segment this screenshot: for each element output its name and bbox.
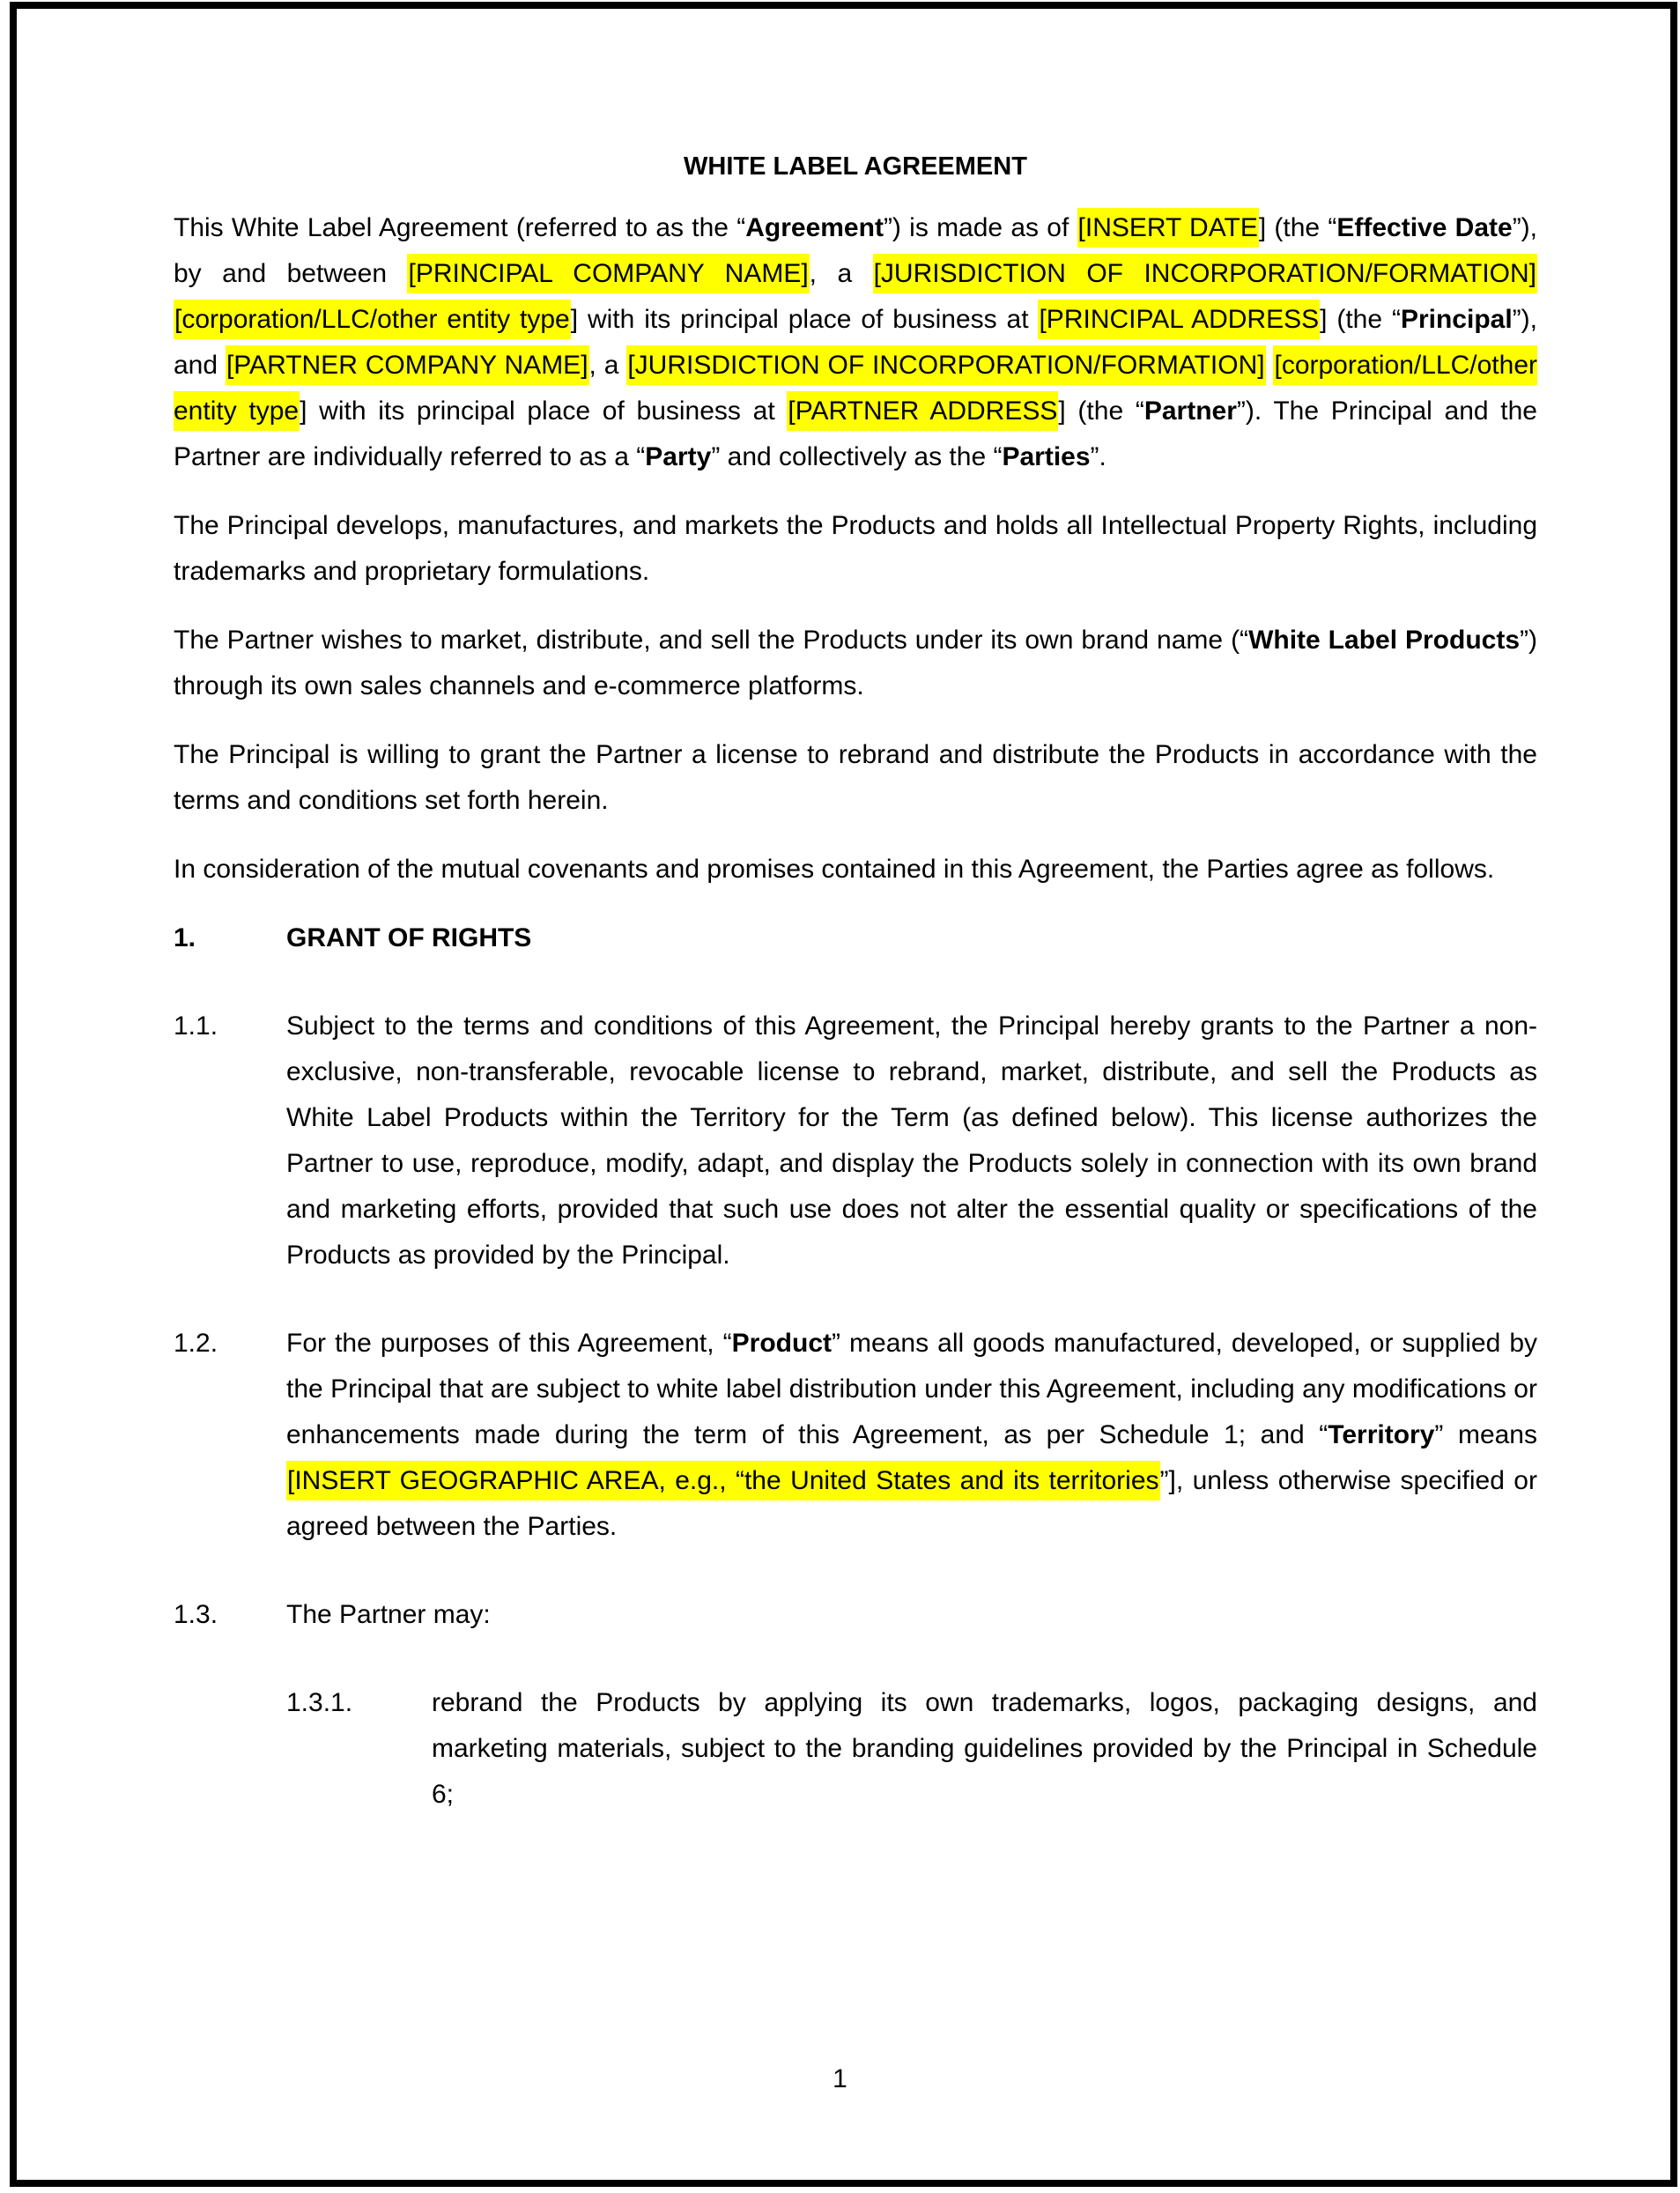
clause [174, 1321, 1537, 1550]
text-run: , a [588, 351, 627, 380]
text-run: This White Label Agreement (referred to as the “ [174, 213, 746, 242]
bold-text: Parties [1002, 442, 1091, 471]
text-run: , a [809, 259, 873, 288]
bold-text: White Label Products [1248, 626, 1521, 655]
text-run: ”. [1090, 442, 1106, 471]
highlighted-placeholder: [PARTNER COMPANY NAME] [226, 345, 589, 385]
highlighted-placeholder: [INSERT DATE [1077, 208, 1259, 248]
bold-text: Partner [1143, 396, 1237, 426]
paragraph [174, 618, 1537, 709]
page-number: 1 [833, 2064, 847, 2093]
bold-text: Product [731, 1329, 832, 1358]
text-run: ”), by and between [174, 213, 1538, 288]
text-run: ] (the “ [1258, 213, 1337, 242]
text-run: ] with its principal place of business at [570, 305, 1039, 334]
text-run: rebrand the Products by applying its own trademarks, logos, packaging designs, and marketing materials, subject to the branding guidelines provided by the Principal in Schedule 6; [432, 1688, 1537, 1809]
bold-text: GRANT OF RIGHTS [286, 923, 532, 952]
highlighted-placeholder: [PARTNER ADDRESS [787, 391, 1058, 431]
bold-text: Agreement [745, 213, 884, 242]
clause-text [286, 1004, 1537, 1278]
paragraph [174, 205, 1537, 480]
text-run: ”), and [174, 305, 1537, 380]
document-title: WHITE LABEL AGREEMENT [684, 152, 1027, 181]
paragraph [174, 503, 1537, 595]
text-run: ” means all goods manufactured, developed, or supplied by the Principal that are subject to white label distribution under this Agreement, including any modifications or enhancements made during the term of this Agreement, as per Schedule 1; and “ [286, 1329, 1538, 1449]
clause-text [432, 1680, 1537, 1818]
clause-number: 1.3. [174, 1600, 218, 1629]
text-run: ] (the “ [1058, 396, 1144, 426]
bold-text: Party [645, 442, 712, 471]
highlighted-placeholder: [corporation/LLC/other entity type [174, 300, 571, 339]
clause-text [286, 1592, 1537, 1638]
text-run: The Partner may: [286, 1600, 491, 1629]
text-run: In consideration of the mutual covenants and promises contained in this Agreement, the Parties agree as follows. [174, 855, 1495, 884]
clause [174, 1592, 1537, 1638]
text-run: ”) through its own sales channels and e-commerce platforms. [174, 626, 1538, 700]
bold-text: Territory [1328, 1420, 1435, 1449]
text-run: ] (the “ [1320, 305, 1401, 334]
text-run: ”). The Principal and the Partner are individually referred to as a “ [174, 396, 1537, 471]
text-run: The Principal is willing to grant the Partner a license to rebrand and distribute the Products in accordance with the terms and conditions set forth herein. [174, 740, 1537, 815]
text-run: ”) is made as of [883, 213, 1077, 242]
text-run: Subject to the terms and conditions of this Agreement, the Principal hereby grants to the Partner a non-exclusive, non-transferable, revocable license to rebrand, market, distribute, and sell the Products as White Label Products within the Territory for the Term (as defined below). This license authorizes the Partner to use, reproduce, modify, adapt, and display the Products solely in connection with its own brand and marketing efforts, provided that such use does not alter the essential quality or specifications of the Products as provided by the Principal. [286, 1011, 1537, 1270]
text-run: ” and collectively as the “ [711, 442, 1003, 471]
highlighted-placeholder: [INSERT GEOGRAPHIC AREA, e.g., “the United States and its territories [286, 1461, 1160, 1500]
text-run: ” means [1434, 1420, 1537, 1449]
clause-number: 1.3.1. [286, 1688, 353, 1717]
clause [174, 1680, 1537, 1818]
highlighted-placeholder: [JURISDICTION OF INCORPORATION/FORMATION] [626, 345, 1265, 385]
clause-text [286, 1321, 1537, 1550]
clause-number: 1.1. [174, 1011, 218, 1041]
text-run: For the purposes of this Agreement, “ [286, 1329, 732, 1358]
highlighted-placeholder: [PRINCIPAL ADDRESS [1038, 300, 1320, 339]
section-heading [174, 915, 1537, 961]
highlighted-placeholder: [corporation/LLC/other entity type [174, 345, 1537, 431]
highlighted-placeholder: [JURISDICTION OF INCORPORATION/FORMATION] [873, 254, 1537, 293]
text-run: The Partner wishes to market, distribute, and sell the Products under its own brand name (“ [174, 626, 1249, 655]
text-run: The Principal develops, manufactures, and markets the Products and holds all Intellectual Property Rights, including trademarks and proprietary formulations. [174, 511, 1537, 586]
clause-number: 1.2. [174, 1329, 218, 1358]
bold-text: Principal [1400, 305, 1513, 334]
bold-text: Effective Date [1336, 213, 1513, 242]
clause-text [286, 915, 1537, 961]
clause-number: 1. [174, 923, 196, 952]
highlighted-placeholder: [PRINCIPAL COMPANY NAME] [407, 254, 809, 293]
clause [174, 1004, 1537, 1278]
paragraph [174, 732, 1537, 824]
paragraph [174, 847, 1537, 893]
text-run: ”], unless otherwise specified or agreed between the Parties. [286, 1466, 1537, 1541]
text-run: ] with its principal place of business at [300, 396, 788, 426]
document-body [174, 205, 1537, 1818]
document-content [174, 144, 1537, 1818]
